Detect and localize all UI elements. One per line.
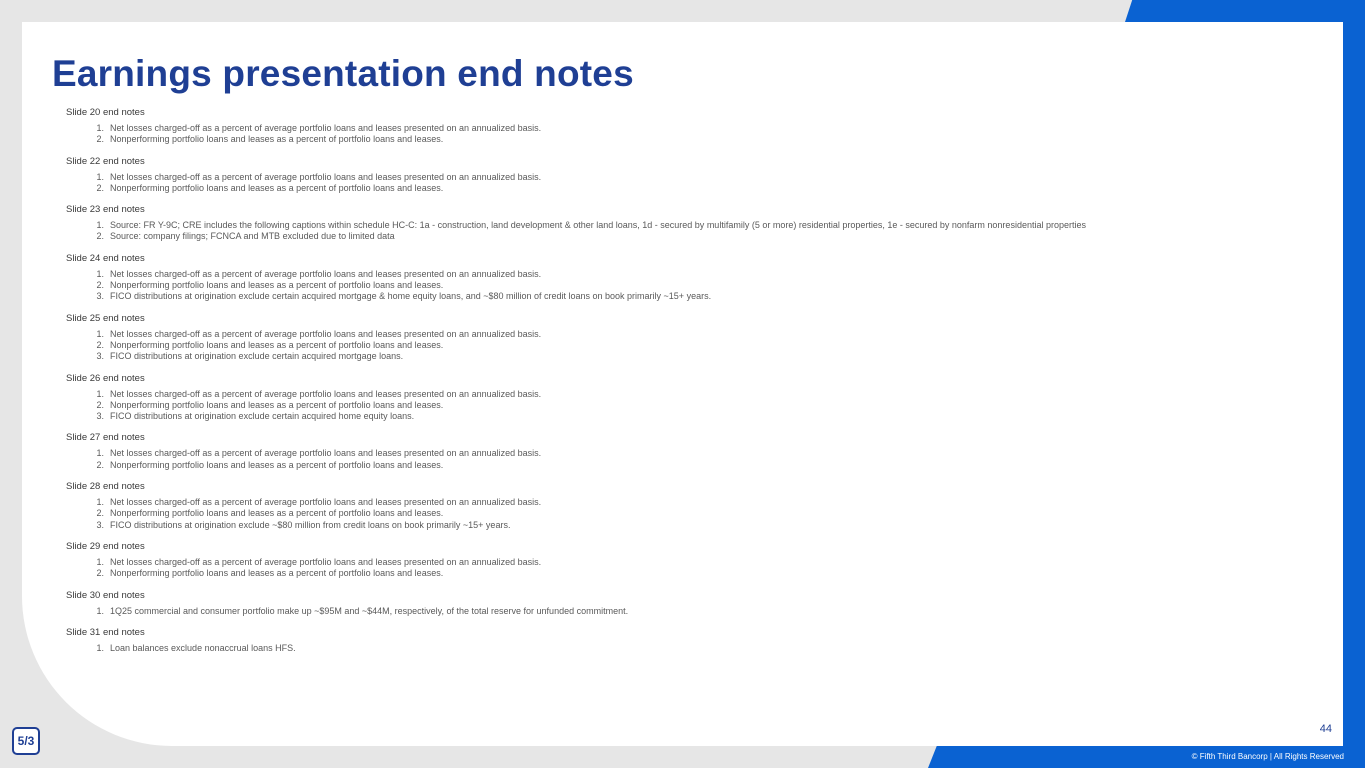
page-number: 44: [1319, 723, 1332, 735]
note-item: [66, 351, 1246, 362]
end-notes-section: [66, 432, 1246, 471]
note-number: 2.: [96, 134, 104, 145]
note-list: [66, 643, 1246, 654]
note-number: 1.: [96, 556, 104, 567]
note-item: [66, 220, 1246, 231]
note-text: Nonperforming portfolio loans and leases as a percent of portfolio loans and leases.: [110, 508, 444, 519]
note-text: Net losses charged-off as a percent of average portfolio loans and leases presented on an annualized basis.: [110, 171, 542, 182]
note-list: [66, 389, 1246, 423]
note-text: 1Q25 commercial and consumer portfolio make up ~$95M and ~$44M, respectively, of the total reserve for unfunded commitment.: [110, 605, 629, 616]
end-notes-section: [66, 313, 1246, 363]
note-text: FICO distributions at origination exclude certain acquired home equity loans.: [110, 411, 415, 422]
end-notes-section: [66, 541, 1246, 580]
section-title: Slide 23 end notes: [66, 204, 145, 216]
note-item: [66, 340, 1246, 351]
copyright-notice: © Fifth Third Bancorp | All Rights Reserved: [1191, 752, 1344, 761]
note-item: [66, 411, 1246, 422]
note-number: 1.: [96, 388, 104, 399]
note-text: Nonperforming portfolio loans and leases as a percent of portfolio loans and leases.: [110, 568, 444, 579]
note-text: Loan balances exclude nonaccrual loans HFS.: [110, 642, 296, 653]
slide-canvas: [22, 22, 1343, 746]
end-notes-section: [66, 627, 1246, 654]
note-text: Nonperforming portfolio loans and leases as a percent of portfolio loans and leases.: [110, 280, 444, 291]
note-number: 2.: [96, 280, 104, 291]
note-list: [66, 220, 1246, 243]
fifth-third-logo: 5/3: [12, 727, 40, 755]
end-notes-section: [66, 481, 1246, 531]
note-number: 3.: [96, 291, 104, 302]
section-title: Slide 27 end notes: [66, 432, 145, 444]
note-list: [66, 497, 1246, 531]
top-accent-bar: [1125, 0, 1365, 22]
section-title: Slide 31 end notes: [66, 626, 145, 638]
note-text: Source: company filings; FCNCA and MTB excluded due to limited data: [110, 231, 395, 242]
note-text: Nonperforming portfolio loans and leases as a percent of portfolio loans and leases.: [110, 399, 444, 410]
note-number: 1.: [96, 328, 104, 339]
note-list: [66, 557, 1246, 580]
note-number: 1.: [96, 171, 104, 182]
note-item: [66, 497, 1246, 508]
note-text: FICO distributions at origination exclude certain acquired mortgage loans.: [110, 351, 404, 362]
note-number: 2.: [96, 182, 104, 193]
note-item: [66, 508, 1246, 519]
note-text: Net losses charged-off as a percent of average portfolio loans and leases presented on an annualized basis.: [110, 123, 542, 133]
note-item: [66, 134, 1246, 145]
note-list: [66, 269, 1246, 303]
note-item: [66, 568, 1246, 579]
note-number: 3.: [96, 411, 104, 422]
note-list: [66, 329, 1246, 363]
note-number: 3.: [96, 351, 104, 362]
note-text: Source: FR Y-9C; CRE includes the following captions within schedule HC-C: 1a - construction, land development & other land loans, 1d - secured by multifamily (5 or more) residential properties, 1e - secured by nonfarm nonresidential properties: [110, 220, 1086, 231]
note-number: 2.: [96, 508, 104, 519]
section-title: Slide 22 end notes: [66, 155, 145, 167]
note-text: Nonperforming portfolio loans and leases as a percent of portfolio loans and leases.: [110, 134, 444, 145]
note-item: [66, 291, 1246, 302]
note-item: [66, 231, 1246, 242]
note-number: 1.: [96, 497, 104, 508]
note-text: Net losses charged-off as a percent of average portfolio loans and leases presented on an annualized basis.: [110, 388, 542, 399]
end-notes-list: [66, 107, 1246, 664]
note-text: Net losses charged-off as a percent of average portfolio loans and leases presented on an annualized basis.: [110, 328, 542, 339]
right-accent-bar: [1343, 0, 1365, 768]
end-notes-section: [66, 204, 1246, 243]
note-item: [66, 172, 1246, 183]
note-number: 1.: [96, 268, 104, 279]
note-item: [66, 460, 1246, 471]
note-number: 2.: [96, 459, 104, 470]
note-text: Nonperforming portfolio loans and leases as a percent of portfolio loans and leases.: [110, 459, 444, 470]
note-list: [66, 448, 1246, 471]
note-text: Nonperforming portfolio loans and leases as a percent of portfolio loans and leases.: [110, 339, 444, 350]
note-number: 2.: [96, 231, 104, 242]
note-number: 1.: [96, 123, 104, 133]
section-title: Slide 24 end notes: [66, 252, 145, 264]
note-text: FICO distributions at origination exclude ~$80 million from credit loans on book primarily ~15+ years.: [110, 519, 511, 530]
section-title: Slide 28 end notes: [66, 481, 145, 493]
section-title: Slide 26 end notes: [66, 372, 145, 384]
note-number: 1.: [96, 605, 104, 616]
note-number: 2.: [96, 339, 104, 350]
note-text: Net losses charged-off as a percent of average portfolio loans and leases presented on an annualized basis.: [110, 497, 542, 508]
note-item: [66, 606, 1246, 617]
end-notes-section: [66, 107, 1246, 146]
note-text: Net losses charged-off as a percent of average portfolio loans and leases presented on an annualized basis.: [110, 556, 542, 567]
section-title: Slide 30 end notes: [66, 589, 145, 601]
note-item: [66, 280, 1246, 291]
note-item: [66, 448, 1246, 459]
section-title: Slide 25 end notes: [66, 312, 145, 324]
section-title: Slide 20 end notes: [66, 107, 145, 118]
note-list: [66, 123, 1246, 146]
note-text: Net losses charged-off as a percent of average portfolio loans and leases presented on an annualized basis.: [110, 268, 542, 279]
end-notes-section: [66, 590, 1246, 617]
note-text: Nonperforming portfolio loans and leases as a percent of portfolio loans and leases.: [110, 182, 444, 193]
note-item: [66, 123, 1246, 134]
section-title: Slide 29 end notes: [66, 540, 145, 552]
note-number: 1.: [96, 448, 104, 459]
note-item: [66, 520, 1246, 531]
note-text: Net losses charged-off as a percent of average portfolio loans and leases presented on an annualized basis.: [110, 448, 542, 459]
note-number: 1.: [96, 220, 104, 231]
end-notes-section: [66, 253, 1246, 303]
note-number: 3.: [96, 519, 104, 530]
end-notes-section: [66, 373, 1246, 423]
end-notes-section: [66, 156, 1246, 195]
page-title: Earnings presentation end notes: [52, 53, 634, 94]
note-item: [66, 329, 1246, 340]
note-number: 1.: [96, 642, 104, 653]
note-item: [66, 643, 1246, 654]
note-item: [66, 389, 1246, 400]
note-item: [66, 269, 1246, 280]
note-number: 2.: [96, 399, 104, 410]
note-text: FICO distributions at origination exclude certain acquired mortgage & home equity loans, and ~$80 million of credit loans on book primarily ~15+ years.: [110, 291, 712, 302]
note-item: [66, 400, 1246, 411]
note-list: [66, 606, 1246, 617]
note-item: [66, 557, 1246, 568]
note-number: 2.: [96, 568, 104, 579]
note-item: [66, 183, 1246, 194]
note-list: [66, 172, 1246, 195]
